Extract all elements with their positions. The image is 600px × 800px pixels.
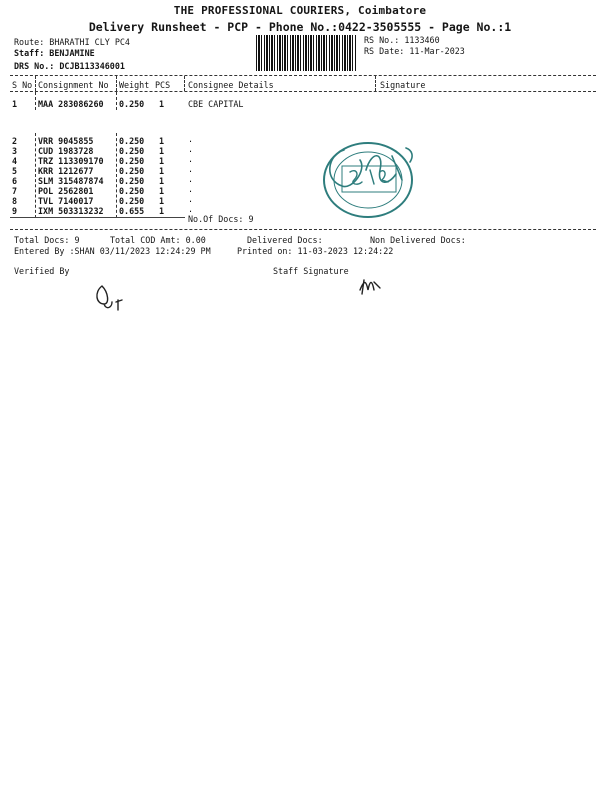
row-consignment: MAA 283086260 [38,99,104,109]
route-label: Route: BHARATHI CLY PC4 [14,37,130,47]
row-consignee: . [188,194,194,204]
row9-underline [10,217,185,218]
row-consignment: KRR 1212677 [38,166,94,176]
runsheet-title: Delivery Runsheet - PCP - Phone No.:0422-3505555 - Page No.:1 [88,20,512,34]
stamp-date-box [342,166,396,192]
header-consignment: Consignment No [38,80,109,90]
row-consignee: . [188,144,194,154]
row-consignee: . [188,204,194,214]
courier-stamp [322,140,414,220]
row-consignment: SLM 315487874 [38,176,104,186]
non-delivered-docs: Non Delivered Docs: [370,235,466,245]
row-pcs: 1 [159,146,165,156]
row-consignee: CBE CAPITAL [188,99,244,109]
row-weight: 0.250 [119,156,145,166]
row-consignee: . [188,154,194,164]
table-top-rule [10,75,596,76]
row-consignee: . [188,174,194,184]
row-consignee: . [188,134,194,144]
row-consignment: TVL 7140017 [38,196,94,206]
row-consignee: . [188,164,194,174]
row-weight: 0.250 [119,136,145,146]
staff-signature [358,276,388,296]
row-sno: 3 [12,146,18,156]
row-weight: 0.250 [119,196,145,206]
row-pcs: 1 [159,99,165,109]
col-divider [35,133,36,218]
table-header-rule [10,91,596,92]
row-weight: 0.655 [119,206,145,216]
barcode [256,35,356,71]
row-pcs: 1 [159,176,165,186]
row-weight: 0.250 [119,146,145,156]
row-consignment: POL 2562801 [38,186,94,196]
staff-signature-label: Staff Signature [273,266,349,276]
no-of-docs: No.Of Docs: 9 [188,214,254,224]
row-sno: 7 [12,186,18,196]
row-sno: 8 [12,196,18,206]
header-consignee: Consignee Details [188,80,274,90]
row-weight: 0.250 [119,176,145,186]
rs-number: RS No.: 1133460 [364,35,440,45]
verified-by-signature [92,282,132,312]
row-consignee: . [188,184,194,194]
header-weight: Weight [119,80,150,90]
row-pcs: 1 [159,206,165,216]
delivered-docs: Delivered Docs: [247,235,323,245]
total-docs: Total Docs: 9 [14,235,80,245]
row-consignment: CUD 1983728 [38,146,94,156]
col-divider [184,76,185,91]
header-signature: Signature [380,80,426,90]
total-cod-amount: Total COD Amt: 0.00 [110,235,206,245]
col-divider [35,76,36,91]
staff-label: Staff: BENJAMINE [14,48,95,58]
col-divider [375,76,376,91]
row-pcs: 1 [159,186,165,196]
drs-number: DRS No.: DCJB113346001 [14,61,125,71]
row-sno: 1 [12,99,18,109]
header-pcs: PCS [155,80,171,90]
company-title: THE PROFESSIONAL COURIERS, Coimbatore [173,4,427,17]
row-weight: 0.250 [119,99,145,109]
row-consignment: IXM 503313232 [38,206,104,216]
col-divider [116,133,117,218]
row-weight: 0.250 [119,166,145,176]
row-sno: 2 [12,136,18,146]
totals-top-rule [10,229,596,230]
row-pcs: 1 [159,166,165,176]
col-divider [116,76,117,91]
col-divider [35,92,36,110]
row-sno: 5 [12,166,18,176]
entered-by: Entered By :SHAN 03/11/2023 12:24:29 PM [14,246,211,256]
row-pcs: 1 [159,196,165,206]
rs-date: RS Date: 11-Mar-2023 [364,46,465,56]
row-consignment: TRZ 113309170 [38,156,104,166]
col-divider [116,92,117,110]
row-sno: 4 [12,156,18,166]
row-pcs: 1 [159,136,165,146]
verified-by-label: Verified By [14,266,70,276]
row-weight: 0.250 [119,186,145,196]
row-consignment: VRR 9045855 [38,136,94,146]
printed-on: Printed on: 11-03-2023 12:24:22 [237,246,394,256]
header-sno: S No [12,80,33,90]
row-sno: 6 [12,176,18,186]
row-pcs: 1 [159,156,165,166]
row-sno: 9 [12,206,18,216]
